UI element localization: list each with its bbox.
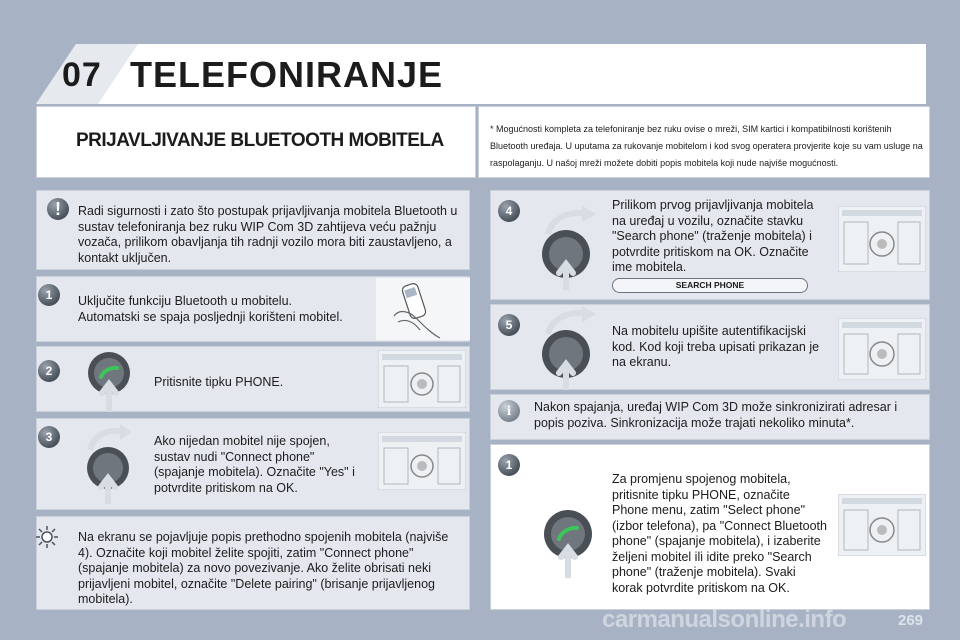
rotate-knob-icon [534, 204, 608, 290]
radio-console-illustration [378, 350, 466, 408]
step-badge: 5 [498, 314, 520, 336]
step-text: Pritisnite tipku PHONE. [154, 375, 284, 389]
phone-knob-icon [538, 506, 598, 578]
info-text: Nakon spajanja, uređaj WIP Com 3D može sinkronizirati adresar i popis poziva. Sinkronizacija može trajati nekoliko minuta*. [534, 400, 898, 430]
radio-console-illustration [378, 432, 466, 490]
search-phone-button[interactable]: SEARCH PHONE [612, 278, 808, 293]
step-text: Ako nijedan mobitel nije spojen, sustav nudi "Connect phone" (spajanje mobitela). Označite "Yes" i potvrdite pritiskom na OK. [154, 434, 355, 495]
section-title: PRIJAVLJIVANJE BLUETOOTH MOBITELA [76, 130, 444, 151]
tip-text: Na ekranu se pojavljuje popis prethodno spojenih mobitela (najviše 4). Označite koji mobitel želite spojiti, zatim "Connect phone" (spajanje mobitela) za novo povezivanje. Ako želite obrisati neki prijavljeni mobitel, označite "Delete pairing" (brisanje prijavljenog mobitela). [78, 530, 449, 606]
step-text: Prilikom prvog prijavljivanja mobitela na uređaj u vozilu, označite stavku "Search phone" (traženje mobitela) i potvrdite pritiskom na OK. Označite ime mobitela. [612, 198, 814, 274]
step-badge: 2 [38, 360, 60, 382]
sun-icon [36, 526, 58, 548]
rotate-knob-icon [534, 306, 608, 390]
watermark: carmanualsonline.info [602, 606, 847, 633]
step-text: Na mobitelu upišite autentifikacijski kod. Kod koji treba upisati prikazan je na ekranu. [612, 324, 820, 369]
change-phone-text: Za promjenu spojenog mobitela, pritisnite tipku PHONE, označite Phone menu, zatim "Select phone" (izbor telefona), pa "Connect Bluetooth phone" (spajanje mobitela), i izaberite željeni mobitel ili idite preko "Search phone" (traženje mobitela). Svaki korak potvrdite pritiskom na OK. [612, 472, 827, 595]
step-badge: 1 [38, 284, 60, 306]
radio-console-illustration [838, 206, 926, 272]
step-badge: 1 [498, 454, 520, 476]
chapter-number: 07 [62, 56, 102, 94]
radio-console-illustration [838, 494, 926, 556]
phone-knob-icon [84, 348, 134, 412]
rotate-knob-icon [80, 420, 140, 504]
step-badge: 3 [38, 426, 60, 448]
step-text: Uključite funkciju Bluetooth u mobitelu. Automatski se spaja posljednji korišteni mobitel. [78, 294, 343, 324]
step-badge: 4 [498, 200, 520, 222]
exclamation-icon: ! [47, 198, 69, 220]
footnote: * Mogućnosti kompleta za telefoniranje bez ruku ovise o mreži, SIM kartici i kompatibilnosti korištenih Bluetooth uređaja. U uputama za rukovanje mobitelom i kod svog operatera provjerite koje su vam usluge na raspolaganju. U našoj mreži možete dobiti popis mobitela koji nude najviše mogućnosti. [490, 124, 923, 168]
warning-text: Radi sigurnosti i zato što postupak prijavljivanja mobitela Bluetooth u sustav telefoniranja bez ruku WIP Com 3D zahtijeva veću pažnju vozača, prilikom obavljanja tih radnji vozilo mora biti zaustavljeno, a kontakt uključen. [78, 204, 458, 265]
radio-console-illustration [838, 318, 926, 380]
chapter-title: TELEFONIRANJE [130, 54, 444, 95]
phone-in-hand-illustration [376, 278, 470, 340]
page-number: 269 [898, 612, 924, 629]
info-icon: i [498, 400, 520, 422]
